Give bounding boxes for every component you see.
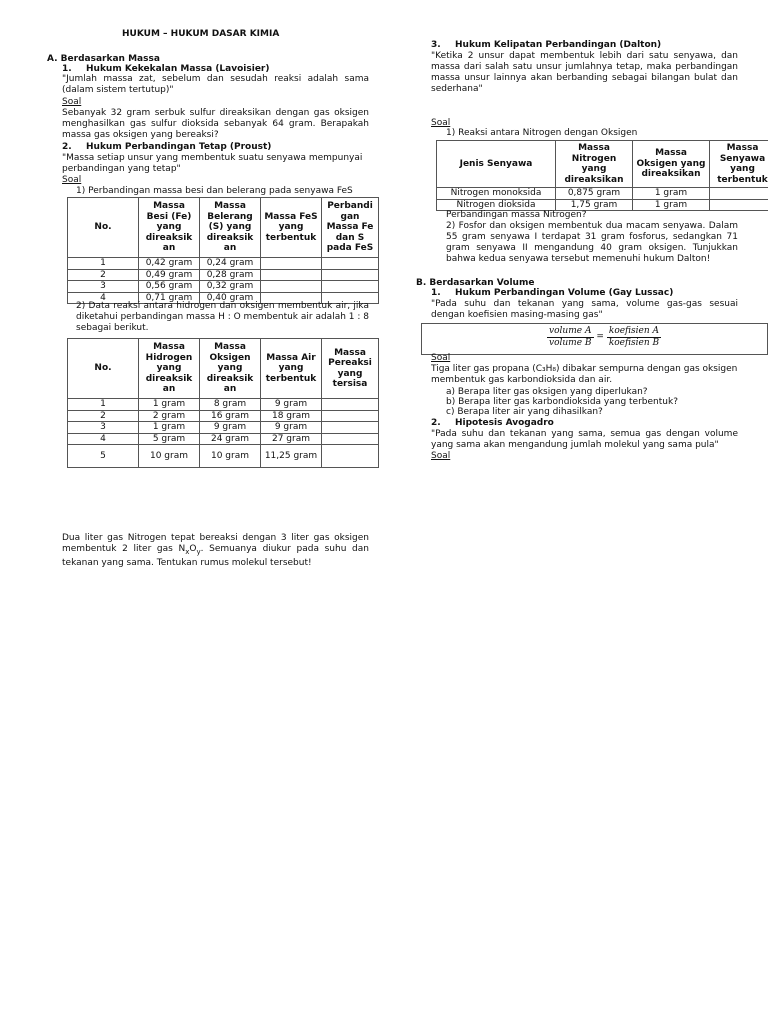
table-cell: 1,75 gram: [556, 199, 633, 211]
table-cell: 4: [68, 292, 139, 304]
table-cell: [322, 281, 379, 293]
table-header: Perbandi gan Massa Fe dan S pada FeS: [322, 198, 379, 258]
table-cell: 9 gram: [200, 422, 261, 434]
problem-text: O: [189, 544, 197, 554]
table-cell: 8 gram: [200, 399, 261, 411]
table-cell: [261, 258, 322, 270]
table-header: Massa Oksigen yang direaksik an: [200, 339, 261, 399]
table-cell: 18 gram: [261, 410, 322, 422]
law3-question-1-ask: Perbandingan massa Nitrogen?: [446, 210, 587, 220]
table-header: Massa Hidrogen yang direaksik an: [139, 339, 200, 399]
law4-question-c: c) Berapa liter air yang dihasilkan?: [446, 407, 603, 417]
table-header: Massa FeS yang terbentuk: [261, 198, 322, 258]
page-title: HUKUM – HUKUM DASAR KIMIA: [122, 29, 280, 39]
table-cell: [322, 258, 379, 270]
table-fe-s: [67, 197, 379, 304]
formula-denominator: koefisien B: [608, 338, 660, 348]
table-cell: 0,49 gram: [139, 269, 200, 281]
formula-numerator: koefisien A: [607, 326, 661, 338]
table-header: No.: [68, 198, 139, 258]
table-row: [68, 433, 379, 445]
table-cell: 2: [68, 410, 139, 422]
table-cell: 11,25 gram: [261, 445, 322, 468]
table-cell: [322, 433, 379, 445]
law3-question-1: 1) Reaksi antara Nitrogen dengan Oksigen: [446, 128, 638, 138]
law1-question: Sebanyak 32 gram serbuk sulfur direaksikan dengan gas oksigen menghasilkan gas sulfur dioksida sebanyak 64 gram. Berapakah massa gas oksigen yang bereaksi?: [62, 108, 369, 140]
table-cell: 10 gram: [139, 445, 200, 468]
table-cell: 0,71 gram: [139, 292, 200, 304]
table-cell: 9 gram: [261, 422, 322, 434]
law3-question-2: 2) Fosfor dan oksigen membentuk dua macam senyawa. Dalam 55 gram senyawa I terdapat 31 gram fosforus, sedangkan 71 gram senyawa II mengandung 40 gram oksigen. Tunjukkan bahwa kedua senyawa tersebut memenuhi hukum Dalton!: [446, 221, 738, 264]
table-cell: 3: [68, 422, 139, 434]
table-row: [68, 410, 379, 422]
table-cell: [261, 281, 322, 293]
table-cell: 2: [68, 269, 139, 281]
table-cell: 24 gram: [200, 433, 261, 445]
soal-label: Soal: [431, 118, 451, 128]
table-cell: 2 gram: [139, 410, 200, 422]
law3-number: 3.: [431, 40, 441, 50]
table-row: [68, 399, 379, 411]
law2-quote: "Massa setiap unsur yang membentuk suatu senyawa mempunyai perbandingan yang tetap": [62, 153, 363, 174]
law2-title: Hukum Perbandingan Tetap (Proust): [86, 142, 272, 152]
law5-number: 2.: [431, 418, 441, 428]
table-cell: 1 gram: [139, 422, 200, 434]
subscript-x: x: [185, 547, 190, 556]
table-row: [68, 269, 379, 281]
law3-quote: "Ketika 2 unsur dapat membentuk lebih dari satu senyawa, dan massa dari salah satu unsur jumlahnya tetap, maka perbandingan massa unsur lainnya akan berbanding sebagai bilangan bulat dan sederhana": [431, 51, 738, 94]
table-cell: 5 gram: [139, 433, 200, 445]
formula-numerator: volume A: [547, 326, 594, 338]
law5-title: Hipotesis Avogadro: [455, 418, 554, 428]
table-header: Massa Besi (Fe) yang direaksik an: [139, 198, 200, 258]
law2-question-1: 1) Perbandingan massa besi dan belerang pada senyawa FeS: [76, 186, 353, 196]
table-row: [68, 445, 379, 468]
law4-heading: [431, 288, 673, 299]
table-header: Massa Air yang terbentuk: [261, 339, 322, 399]
table-cell: 0,42 gram: [139, 258, 200, 270]
table-cell: 1 gram: [139, 399, 200, 411]
table-cell: [322, 445, 379, 468]
gay-lussac-formula: [421, 323, 768, 355]
table-cell: Nitrogen monoksida: [437, 188, 556, 200]
table-cell: [710, 199, 768, 211]
formula-denominator: volume B: [549, 338, 592, 348]
table-header: Massa Nitrogen yang direaksikan: [556, 141, 633, 188]
law4-question-a: a) Berapa liter gas oksigen yang diperlukan?: [446, 387, 648, 397]
table-cell: 0,40 gram: [200, 292, 261, 304]
table-cell: 1: [68, 399, 139, 411]
soal-label: Soal: [431, 451, 451, 461]
law4-quote: "Pada suhu dan tekanan yang sama, volume gas-gas sesuai dengan koefisien masing-masing gas": [431, 299, 738, 320]
table-cell: 5: [68, 445, 139, 468]
table-row: [68, 281, 379, 293]
table-cell: 0,28 gram: [200, 269, 261, 281]
section-a-heading: A. Berdasarkan Massa: [47, 54, 160, 64]
soal-label: Soal: [62, 175, 82, 185]
table-row: [68, 258, 379, 270]
table-cell: [322, 410, 379, 422]
law1-quote: "Jumlah massa zat, sebelum dan sesudah reaksi adalah sama (dalam sistem tertutup)": [62, 74, 369, 95]
table-cell: 4: [68, 433, 139, 445]
problem-text: Dua liter gas Nitrogen tepat bereaksi dengan 3 liter gas oksigen membentuk 2 liter gas N: [62, 533, 369, 554]
table-header: No.: [68, 339, 139, 399]
section-b-heading: B. Berdasarkan Volume: [416, 278, 535, 288]
law4-question-b: b) Berapa liter gas karbondioksida yang terbentuk?: [446, 397, 678, 407]
law3-title: Hukum Kelipatan Perbandingan (Dalton): [455, 40, 662, 50]
law2-question-2: 2) Data reaksi antara hidrogen dan oksigen membentuk air, jika diketahui perbandingan massa H : O membentuk air adalah 1 : 8 sebagai berikut.: [76, 301, 369, 333]
law5-quote: "Pada suhu dan tekanan yang sama, semua gas dengan volume yang sama akan mengandung jumlah molekul yang sama pula": [431, 429, 738, 450]
formula-equals: =: [596, 332, 604, 342]
subscript-y: y: [196, 547, 201, 556]
table-row: [437, 199, 768, 211]
table-cell: 0,56 gram: [139, 281, 200, 293]
law4-number: 1.: [431, 288, 441, 298]
table-cell: 3: [68, 281, 139, 293]
table-cell: 9 gram: [261, 399, 322, 411]
table-cell: 1 gram: [633, 188, 710, 200]
soal-label: Soal: [431, 353, 451, 363]
formula-fraction-koefisien: [607, 326, 661, 349]
table-row: [437, 188, 768, 200]
law5-heading: [431, 418, 554, 429]
table-header: Massa Senyawa yang terbentuk: [710, 141, 768, 188]
dalton-volume-problem: [62, 533, 369, 569]
table-row: [68, 422, 379, 434]
formula-fraction-volume: [547, 326, 594, 349]
law4-question: Tiga liter gas propana (C₃H₈) dibakar sempurna dengan gas oksigen membentuk gas karbondioksida dan air.: [431, 364, 738, 385]
table-cell: [322, 269, 379, 281]
table-cell: 27 gram: [261, 433, 322, 445]
table-cell: 1 gram: [633, 199, 710, 211]
table-cell: 0,875 gram: [556, 188, 633, 200]
table-cell: [322, 399, 379, 411]
law4-title: Hukum Perbandingan Volume (Gay Lussac): [455, 288, 674, 298]
law3-heading: [431, 40, 661, 51]
table-header: Jenis Senyawa: [437, 141, 556, 188]
law1-number: 1.: [62, 64, 72, 74]
table-cell: [322, 422, 379, 434]
table-h-o: [67, 338, 379, 468]
table-cell: 0,24 gram: [200, 258, 261, 270]
law2-number: 2.: [62, 142, 72, 152]
soal-label: Soal: [62, 97, 82, 107]
law2-heading: [62, 142, 271, 153]
table-cell: 0,32 gram: [200, 281, 261, 293]
table-header: Massa Belerang (S) yang direaksik an: [200, 198, 261, 258]
table-cell: [710, 188, 768, 200]
table-cell: [261, 269, 322, 281]
table-nitrogen-oxygen: [436, 140, 768, 211]
problem-text: . Semuanya diukur pada suhu dan tekanan yang sama. Tentukan rumus molekul tersebut!: [62, 544, 369, 568]
table-header: Massa Pereaksi yang tersisa: [322, 339, 379, 399]
table-header: Massa Oksigen yang direaksikan: [633, 141, 710, 188]
table-cell: 16 gram: [200, 410, 261, 422]
table-cell: Nitrogen dioksida: [437, 199, 556, 211]
table-cell: 10 gram: [200, 445, 261, 468]
table-cell: 1: [68, 258, 139, 270]
law1-title: Hukum Kekekalan Massa (Lavoisier): [86, 64, 270, 74]
